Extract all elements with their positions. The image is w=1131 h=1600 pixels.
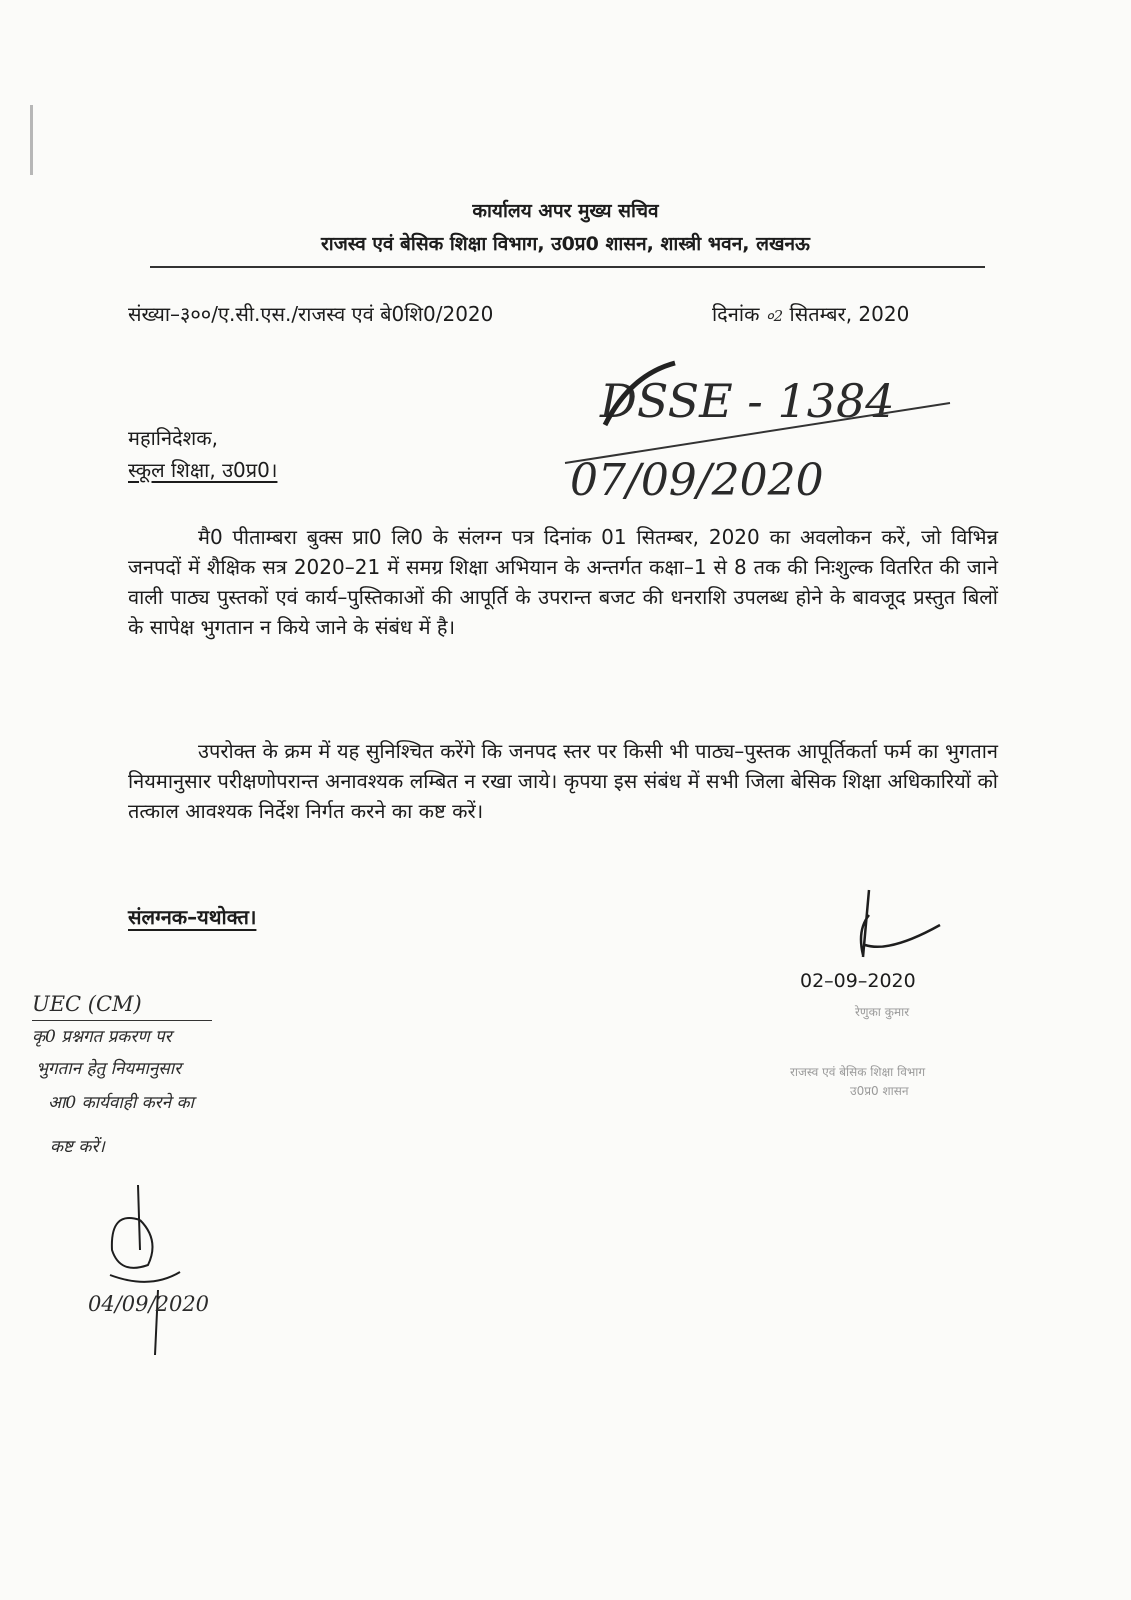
reference-number: संख्या–३००/ए.सी.एस./राजस्व एवं बे0शि0/2020 [128, 302, 494, 326]
signature-date: 02–09–2020 [800, 970, 916, 992]
inward-date: 07/09/2020 [570, 455, 824, 505]
margin-note-line-3: भुगतान हेतु नियमानुसार [36, 1059, 182, 1079]
stamp-department: राजस्व एवं बेसिक शिक्षा विभाग [790, 1065, 926, 1079]
office-heading: कार्यालय अपर मुख्य सचिव [472, 200, 659, 222]
date-prefix: दिनांक [712, 302, 760, 326]
department-heading: राजस्व एवं बेसिक शिक्षा विभाग, उ0प्र0 शासन, शास्त्री भवन, लखनऊ [321, 233, 810, 255]
officer-signature [835, 885, 955, 965]
margin-note-line-2: कृ0 प्रश्नगत प्रकरण पर [32, 1027, 172, 1047]
body-paragraph-1: मै0 पीताम्बरा बुक्स प्रा0 लि0 के संलग्न पत्र दिनांक 01 सितम्बर, 2020 का अवलोकन करें, जो विभिन्न जनपदों में शैक्षिक सत्र 2020–21 में समग्र शिक्षा अभियान के अन्तर्गत कक्षा–1 से 8 तक की निःशुल्क वितरित की जाने वाली पाठ्य पुस्तकों एवं कार्य–पुस्तिकाओं की आपूर्ति के उपरान्त बजट की धनराशि उपलब्ध होने के बावजूद प्रस्तुत बिलों के सापेक्ष भुगतान न किये जाने के संबंध में है। [128, 525, 998, 639]
scan-margin-mark [30, 105, 33, 175]
date-day-handwritten: ०2 [765, 307, 784, 325]
margin-note-signature [80, 1180, 220, 1355]
inward-number: DSSE - 1384 [600, 374, 895, 428]
margin-note-underline [32, 1020, 212, 1021]
enclosure-note: संलग्नक–यथोक्त। [128, 905, 257, 929]
addressee-office: स्कूल शिक्षा, उ0प्र0। [128, 458, 278, 482]
margin-note-line-1: UEC (CM) [32, 992, 142, 1016]
body-paragraph-2: उपरोक्त के क्रम में यह सुनिश्चित करेंगे कि जनपद स्तर पर किसी भी पाठ्य–पुस्तक आपूर्तिकर्ता फर्म का भुगतान नियमानुसार परीक्षणोपरान्त अनावश्यक लम्बित न रखा जाये। कृपया इस संबंध में सभी जिला बेसिक शिक्षा अधिकारियों को तत्काल आवश्यक निर्देश निर्गत करने का कष्ट करें। [128, 739, 998, 823]
inward-stamp-handwriting [560, 355, 980, 505]
header-rule [150, 266, 985, 268]
letter-date [712, 300, 909, 327]
date-suffix: सितम्बर, 2020 [789, 302, 910, 326]
margin-note-line-4: आ0 कार्यवाही करने का [48, 1093, 194, 1113]
addressee-title: महानिदेशक, [128, 426, 218, 450]
stamp-government: उ0प्र0 शासन [850, 1084, 909, 1098]
stamp-officer-name: रेणुका कुमार [855, 1005, 910, 1019]
margin-note-line-5: कष्ट करें। [50, 1137, 105, 1157]
margin-note-date: 04/09/2020 [88, 1292, 210, 1316]
